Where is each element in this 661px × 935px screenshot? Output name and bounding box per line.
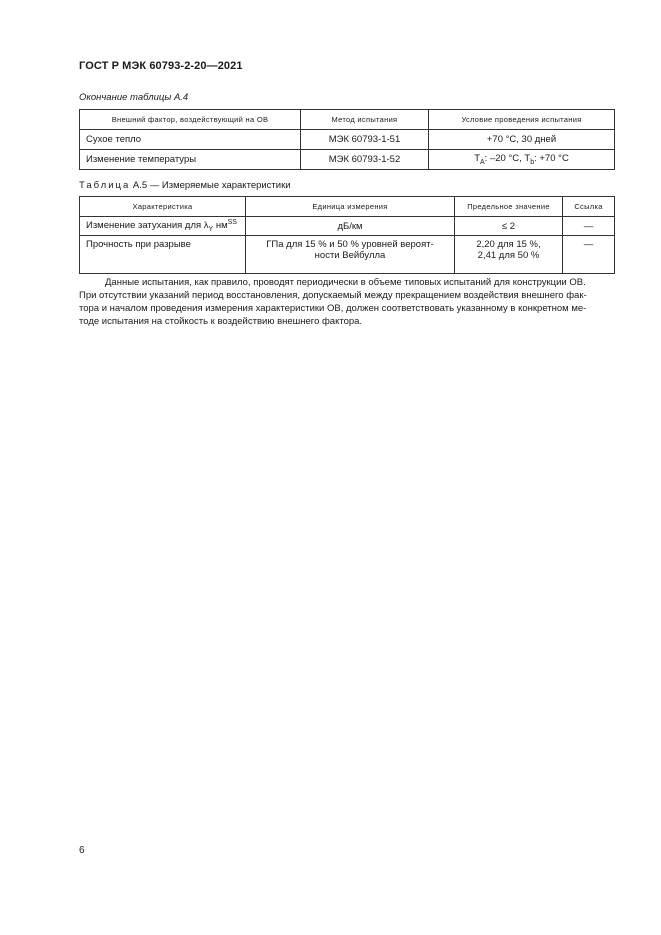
table-cell: Сухое тепло xyxy=(80,130,301,150)
temp-subscript-b: b xyxy=(530,159,535,166)
table-cell xyxy=(429,150,615,170)
table-a4-header-row xyxy=(80,110,615,130)
table-a4-caption: Окончание таблицы А.4 xyxy=(79,92,189,103)
paragraph-line: тоде испытания на стойкость к воздействию внешнего фактора. xyxy=(79,316,363,327)
table-cell: — xyxy=(563,217,615,236)
table-cell: Изменение температуры xyxy=(80,150,301,170)
temp-value-b: : +70 °С xyxy=(534,153,569,164)
table-cell: ≤ 2 xyxy=(455,217,563,236)
paragraph-line: тора и началом проведения измерения характеристики ОВ, должен соответствовать указанному в конкретном ме- xyxy=(79,303,587,314)
page-number: 6 xyxy=(79,845,85,856)
table-row xyxy=(80,130,615,150)
table-cell: МЭК 60793-1-52 xyxy=(301,150,429,170)
column-header: Предельное значение xyxy=(455,197,563,217)
body-paragraph xyxy=(79,276,616,328)
table-a5-caption-text: А.5 — Измеряемые характеристики xyxy=(130,180,291,191)
column-header: Единица измерения xyxy=(246,197,455,217)
table-a5-caption xyxy=(79,180,291,191)
table-row xyxy=(80,217,615,236)
table-cell: дБ/км xyxy=(246,217,455,236)
column-header: Внешний фактор, воздействующий на ОВ xyxy=(80,110,301,130)
table-cell: МЭК 60793-1-51 xyxy=(301,130,429,150)
lambda-subscript: Y xyxy=(208,226,214,233)
standard-header: ГОСТ Р МЭК 60793-2-20—2021 xyxy=(79,60,243,72)
table-cell xyxy=(246,236,455,274)
table-cell: Прочность при разрыве xyxy=(80,236,246,274)
temp-symbol-a: T xyxy=(474,153,480,164)
paragraph-line: Данные испытания, как правило, проводят периодически в объеме типовых испытаний для конструкции ОВ. xyxy=(105,277,586,288)
column-header: Характеристика xyxy=(80,197,246,217)
table-cell xyxy=(455,236,563,274)
limit-line: 2,41 для 50 % xyxy=(477,250,540,261)
paragraph-line: При отсутствии указаний период восстановления, допускаемый между прекращением воздействия внешнего фак- xyxy=(79,290,587,301)
temp-value-a: : –20 °С, xyxy=(484,153,525,164)
table-a5-header-row xyxy=(80,197,615,217)
characteristic-unit: нм xyxy=(213,220,228,231)
unit-line: ГПа для 15 % и 50 % уровней вероят- xyxy=(266,239,434,250)
table-cell: — xyxy=(563,236,615,274)
characteristic-text: Изменение затухания для λ xyxy=(86,220,209,231)
column-header: Ссылка xyxy=(563,197,615,217)
table-row xyxy=(80,236,615,274)
table-a4 xyxy=(79,109,615,170)
characteristic-superscript: SS xyxy=(227,219,237,226)
table-row xyxy=(80,150,615,170)
table-cell xyxy=(80,217,246,236)
unit-line: ности Вейбулла xyxy=(314,250,386,261)
table-a5 xyxy=(79,196,615,274)
limit-line: 2,20 для 15 %, xyxy=(476,239,541,250)
table-cell: +70 °С, 30 дней xyxy=(429,130,615,150)
temp-subscript-a: A xyxy=(480,159,485,166)
table-a5-caption-prefix: Таблица xyxy=(79,180,131,191)
column-header: Метод испытания xyxy=(301,110,429,130)
temp-symbol-b: T xyxy=(524,153,531,164)
column-header: Условие проведения испытания xyxy=(429,110,615,130)
